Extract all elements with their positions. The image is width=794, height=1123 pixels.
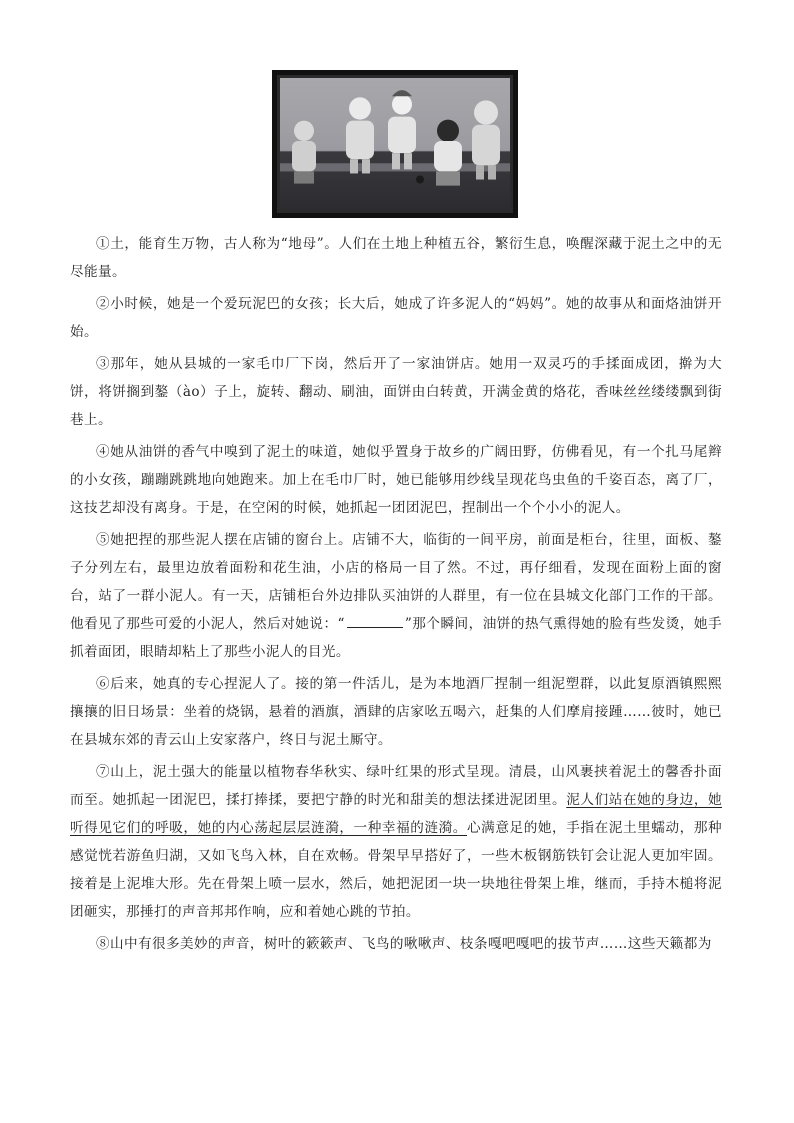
clay-figurines-photo-icon xyxy=(280,78,510,210)
paragraph-6: ⑥后来，她真的专心捏泥人了。接的第一件活儿，是为本地酒厂捏制一组泥塑群，以此复原酒镇熙熙攘攘的旧日场景：坐着的烧锅，悬着的酒旗，酒肆的店家吆五喝六，赶集的人们摩肩接踵……彼时，她已在县城东郊的青云山上安家落户，终日与泥土厮守。 xyxy=(70,676,722,748)
article-body xyxy=(70,230,722,962)
paragraph-7-part-a: ⑦山上，泥土强大的能量以植物春华秋实、绿叶红果的形式呈现。清晨，山风裹挟着泥土的馨香扑面而至。她抓起一团泥巴，揉打捧揉，要把宁静的时光和甜美的想法揉进泥团里。 xyxy=(70,764,722,808)
underlined-sentence: 泥人们站在她的身边，她听得见它们的呼吸，她的内心荡起层层涟漪，一种幸福的涟漪。 xyxy=(70,792,723,836)
paragraph-4: ④她从油饼的香气中嗅到了泥土的味道，她似乎置身于故乡的广阔田野，仿佛看见，有一个扎马尾辫的小女孩，蹦蹦跳跳地向她跑来。加上在毛巾厂时，她已能够用纱线呈现花鸟虫鱼的千姿百态，离了厂，这技艺却没有离身。于是，在空闲的时候，她抓起一团团泥巴，捏制出一个个小小的泥人。 xyxy=(70,444,722,516)
paragraph-8: ⑧山中有很多美妙的声音，树叶的簌簌声、飞鸟的啾啾声、枝条嘎吧嘎吧的拔节声……这些天籁都为 xyxy=(96,936,712,952)
paragraph-5 xyxy=(70,526,722,666)
paragraph-5-part-b: ”那个瞬间，油饼的热气熏得她的脸有些发烫，她手抓着面团，眼睛却粘上了那些小泥人的目光。 xyxy=(70,616,722,660)
paragraph-5-part-a: ⑤她把捏的那些泥人摆在店铺的窗台上。店铺不大，临街的一间平房，前面是柜台，往里，面板、鏊子分列左右，最里边放着面粉和花生油，小店的格局一目了然。不过，再仔细看，发现在面粉上面的窗台，站了一群小泥人。有一天，店铺柜台外边排队买油饼的人群里，有一位在县城文化部门工作的干部。他看见了那些可爱的小泥人，然后对她说：“ xyxy=(70,532,722,632)
paragraph-7 xyxy=(70,758,722,926)
paragraph-3: ③那年，她从县城的一家毛巾厂下岗，然后开了一家油饼店。她用一双灵巧的手揉面成团，擀为大饼，将饼搁到鏊（ào）子上，旋转、翻动、刷油，面饼由白转黄，开满金黄的烙花，香味丝丝缕缕飘到街巷上。 xyxy=(70,356,722,428)
fill-in-blank[interactable] xyxy=(347,613,403,628)
paragraph-7-part-c: 心满意足的她，手指在泥土里蠕动，那种感觉恍若游鱼归湖，又如飞鸟入林，自在欢畅。骨架早早搭好了，一些木板钢筋铁钉会让泥人更加牢固。接着是上泥堆大形。先在骨架上喷一层水，然后，她把泥团一块一块地往骨架上堆，继而，手持木槌将泥团砸实，那捶打的声音邦邦作响，应和着她心跳的节拍。 xyxy=(70,820,722,920)
paragraph-1: ①土，能育生万物，古人称为“地母”。人们在土地上种植五谷，繁衍生息，唤醒深藏于泥土之中的无尽能量。 xyxy=(70,236,722,280)
figure-photo xyxy=(272,70,518,218)
paragraph-2: ②小时候，她是一个爱玩泥巴的女孩；长大后，她成了许多泥人的“妈妈”。她的故事从和面烙油饼开始。 xyxy=(70,296,722,340)
